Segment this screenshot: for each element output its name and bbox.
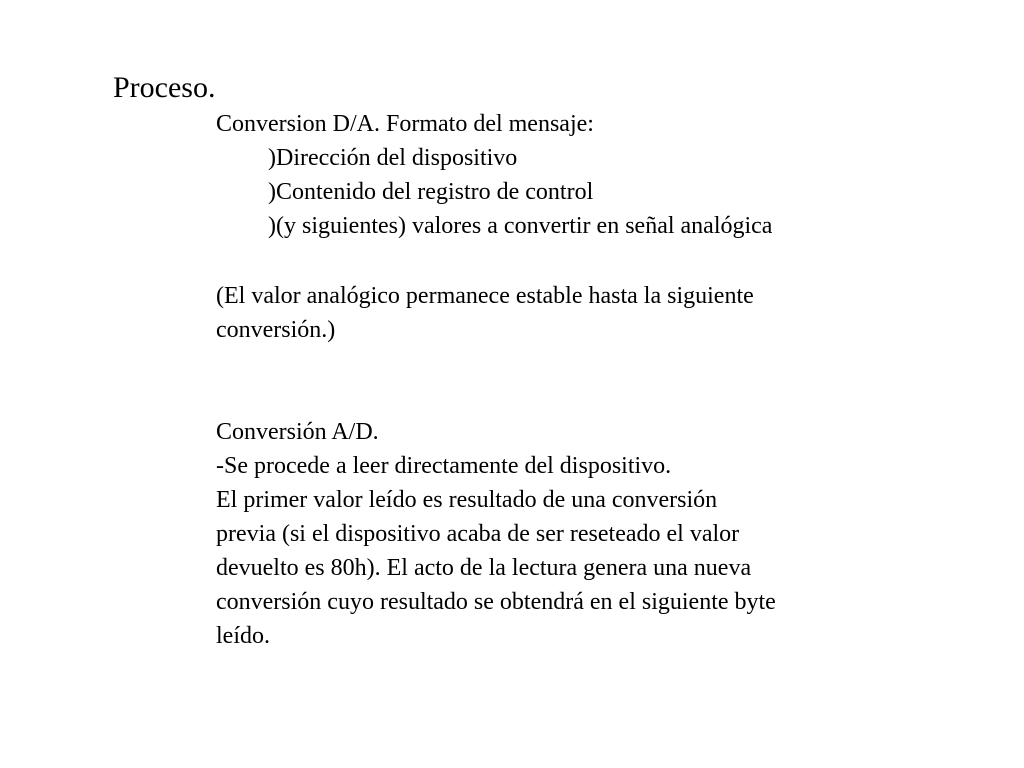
da-item-values: )(y siguientes) valores a convertir en señal analógica (268, 213, 773, 239)
ad-line-2: El primer valor leído es resultado de una conversión (216, 487, 718, 513)
slide-title: Proceso. (113, 71, 216, 104)
ad-line-3: previa (si el dispositivo acaba de ser reseteado el valor (216, 521, 740, 547)
da-item-address: )Dirección del dispositivo (268, 145, 518, 171)
da-note-line-2: conversión.) (216, 317, 336, 343)
da-heading: Conversion D/A. Formato del mensaje: (216, 111, 594, 137)
da-item-control-register: )Contenido del registro de control (268, 179, 594, 205)
ad-line-4: devuelto es 80h). El acto de la lectura genera una nueva (216, 555, 752, 581)
ad-line-1: -Se procede a leer directamente del dispositivo. (216, 453, 672, 479)
ad-line-5: conversión cuyo resultado se obtendrá en el siguiente byte (216, 589, 776, 615)
ad-heading: Conversión A/D. (216, 419, 379, 445)
ad-line-6: leído. (216, 623, 270, 649)
da-note-line-1: (El valor analógico permanece estable hasta la siguiente (216, 283, 754, 309)
